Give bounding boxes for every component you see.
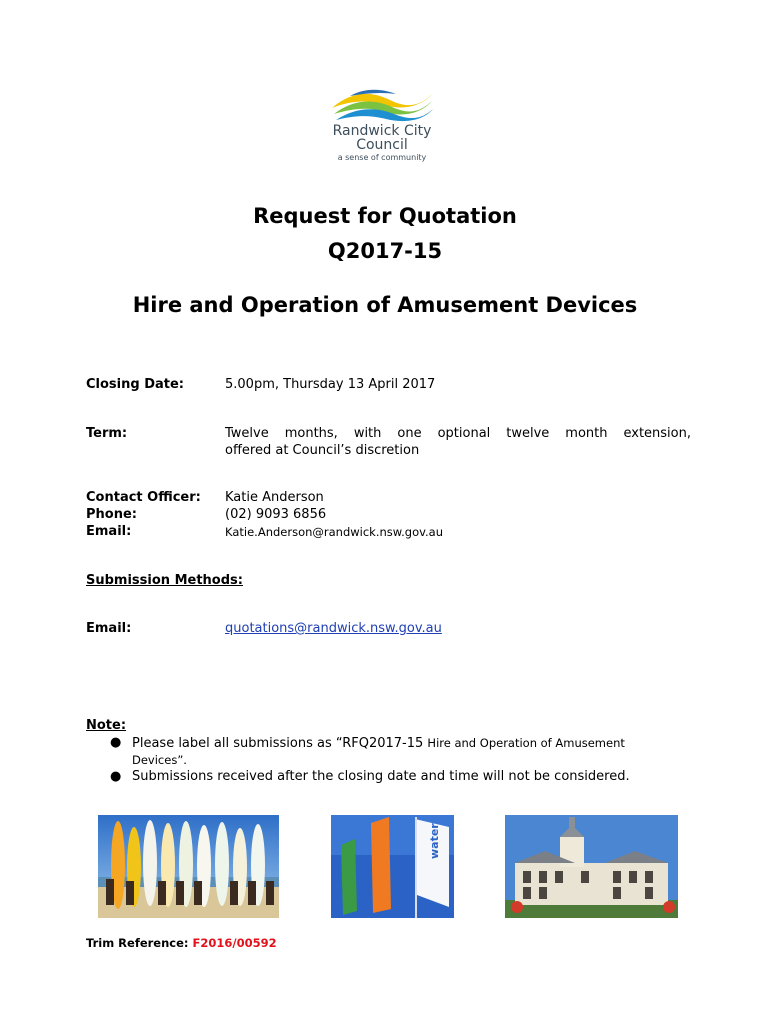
logo-name-line2: Council xyxy=(356,137,408,153)
council-logo xyxy=(326,86,438,166)
phone-value: (02) 9093 6856 xyxy=(225,507,327,522)
note-item-1-part3: Devices”. xyxy=(132,753,187,767)
logo-tagline: a sense of community xyxy=(337,153,427,162)
term-value-line1: Twelve months, with one optional twelve month extension, xyxy=(225,426,691,441)
closing-date-label: Closing Date: xyxy=(86,377,185,392)
title-subject: Hire and Operation of Amusement Devices xyxy=(132,293,638,317)
submission-email-link[interactable]: quotations@randwick.nsw.gov.au xyxy=(225,621,442,636)
title-reference: Q2017-15 xyxy=(327,239,443,263)
submission-methods-heading: Submission Methods: xyxy=(86,573,243,588)
note-item-1-part2: Hire and Operation of Amusement xyxy=(427,736,625,750)
logo-name-line1: Randwick City xyxy=(332,123,432,139)
trim-reference-value: F2016/00592 xyxy=(192,936,277,950)
town-hall-photo xyxy=(505,815,678,918)
contact-officer-label: Contact Officer: xyxy=(86,490,201,505)
note-item xyxy=(86,769,696,785)
term-label: Term: xyxy=(86,426,128,441)
contact-officer-value: Katie Anderson xyxy=(225,490,324,505)
email-label: Email: xyxy=(86,524,132,539)
flags-photo xyxy=(331,815,454,918)
note-heading: Note: xyxy=(86,718,127,733)
email-value: Katie.Anderson@randwick.nsw.gov.au xyxy=(225,525,444,539)
note-item-1-part1: Please label all submissions as “RFQ2017-15 xyxy=(132,736,428,751)
phone-label: Phone: xyxy=(86,507,137,522)
surfboards-photo xyxy=(98,815,279,918)
note-item-2: Submissions received after the closing date and time will not be considered. xyxy=(132,769,630,784)
closing-date-value: 5.00pm, Thursday 13 April 2017 xyxy=(225,377,436,392)
term-value-line2: offered at Council’s discretion xyxy=(225,443,420,458)
waves-icon xyxy=(330,86,434,122)
trim-reference xyxy=(86,936,277,950)
trim-reference-label: Trim Reference: xyxy=(86,936,193,950)
submission-email-label: Email: xyxy=(86,621,132,636)
bullet-icon: ● xyxy=(110,769,122,784)
bullet-icon: ● xyxy=(110,735,122,750)
notes-list xyxy=(86,735,696,785)
flag-word: water xyxy=(428,823,441,859)
note-item xyxy=(86,735,696,769)
title-request: Request for Quotation xyxy=(253,204,517,228)
